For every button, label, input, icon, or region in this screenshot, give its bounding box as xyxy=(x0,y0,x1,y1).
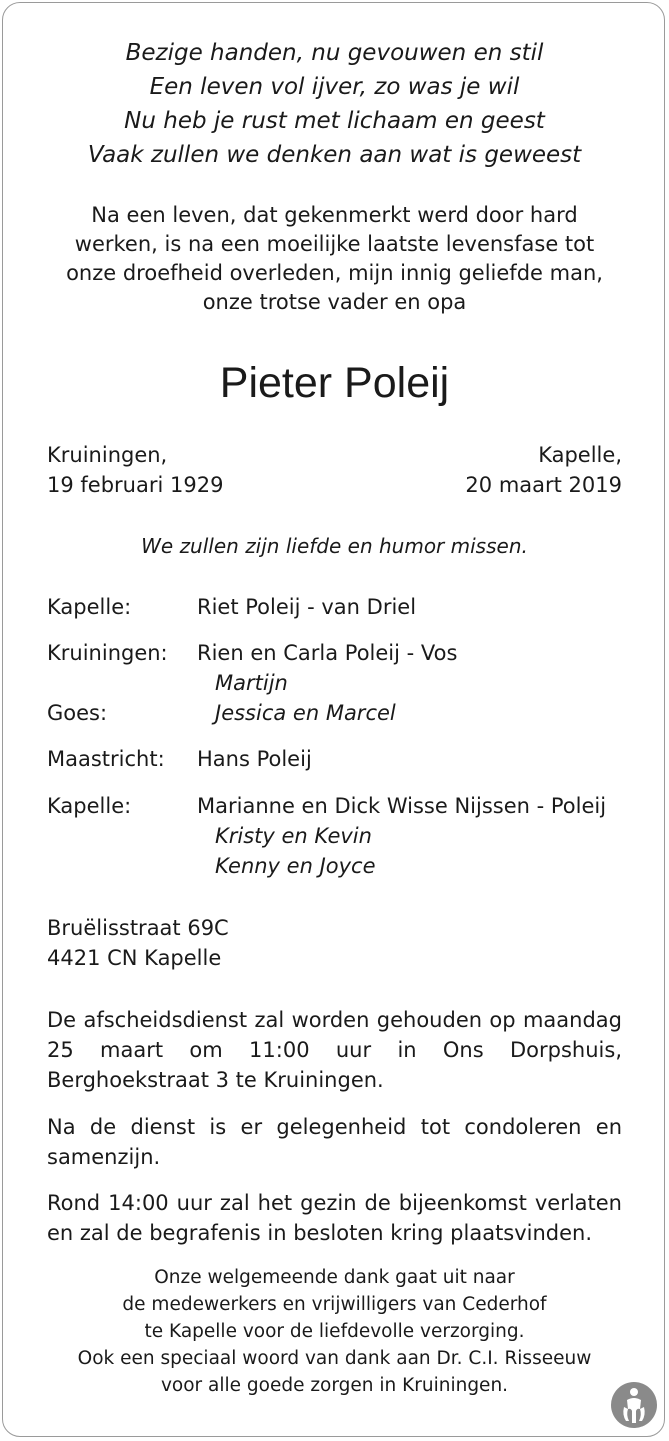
death-place: Kapelle, xyxy=(538,443,622,467)
family-name: Hans Poleij xyxy=(197,747,312,771)
poem-line: Vaak zullen we denken aan wat is geweest xyxy=(87,142,582,168)
thanks-line: te Kapelle voor de liefdevolle verzorging. xyxy=(144,1321,525,1342)
birth-date: 19 februari 1929 xyxy=(47,473,224,497)
deceased-name: Pieter Poleij xyxy=(219,359,450,407)
family-place: Kapelle: xyxy=(47,794,132,818)
family-grandchild: Jessica en Marcel xyxy=(215,701,396,725)
family-place: Kapelle: xyxy=(47,595,132,619)
family-name: Marianne en Dick Wisse Nijssen - Poleij xyxy=(197,794,607,818)
burial-paragraph: Rond 14:00 uur zal het gezin de bijeenkomst verlaten en zal de begrafenis in besloten kring plaatsvinden. xyxy=(47,1191,622,1245)
intro-line: werken, is na een moeilijke laatste levensfase tot xyxy=(74,232,595,256)
thanks-line: de medewerkers en vrijwilligers van Cederhof xyxy=(122,1294,547,1315)
poem-line: Een leven vol ijver, zo was je wil xyxy=(149,74,520,100)
family-name: Riet Poleij - van Driel xyxy=(197,595,417,619)
address-street: Bruëlisstraat 69C xyxy=(47,916,229,940)
thanks-line: voor alle goede zorgen in Kruiningen. xyxy=(160,1375,509,1396)
intro-line: onze trotse vader en opa xyxy=(202,290,467,314)
family-place: Goes: xyxy=(47,701,108,725)
birth-place: Kruiningen, xyxy=(47,443,168,467)
thanks-line: Onze welgemeende dank gaat uit naar xyxy=(154,1267,515,1288)
family-grandchild: Martijn xyxy=(215,671,288,695)
family-place: Kruiningen: xyxy=(47,641,168,665)
intro-line: Na een leven, dat gekenmerkt werd door hard xyxy=(91,203,578,227)
family-name: Rien en Carla Poleij - Vos xyxy=(197,641,458,665)
quote: We zullen zijn liefde en humor missen. xyxy=(141,534,528,558)
family-grandchild: Kenny en Joyce xyxy=(215,854,376,878)
family-place: Maastricht: xyxy=(47,747,165,771)
family-grandchild: Kristy en Kevin xyxy=(215,824,372,848)
intro-line: onze droefheid overleden, mijn innig geliefde man, xyxy=(66,261,603,285)
address-city: 4421 CN Kapelle xyxy=(47,946,222,970)
memorial-figure-icon xyxy=(610,1381,658,1429)
thanks-line: Ook een speciaal woord van dank aan Dr. C.I. Risseeuw xyxy=(77,1348,592,1369)
service-paragraph: De afscheidsdienst zal worden gehouden op maandag 25 maart om 11:00 uur in Ons Dorpshuis, Berghoekstraat 3 te Kruiningen. xyxy=(47,1008,622,1092)
death-date: 20 maart 2019 xyxy=(465,473,622,497)
poem-line: Bezige handen, nu gevouwen en stil xyxy=(125,40,544,66)
condolence-paragraph: Na de dienst is er gelegenheid tot condoleren en samenzijn. xyxy=(47,1115,622,1169)
poem-line: Nu heb je rust met lichaam en geest xyxy=(124,108,545,134)
